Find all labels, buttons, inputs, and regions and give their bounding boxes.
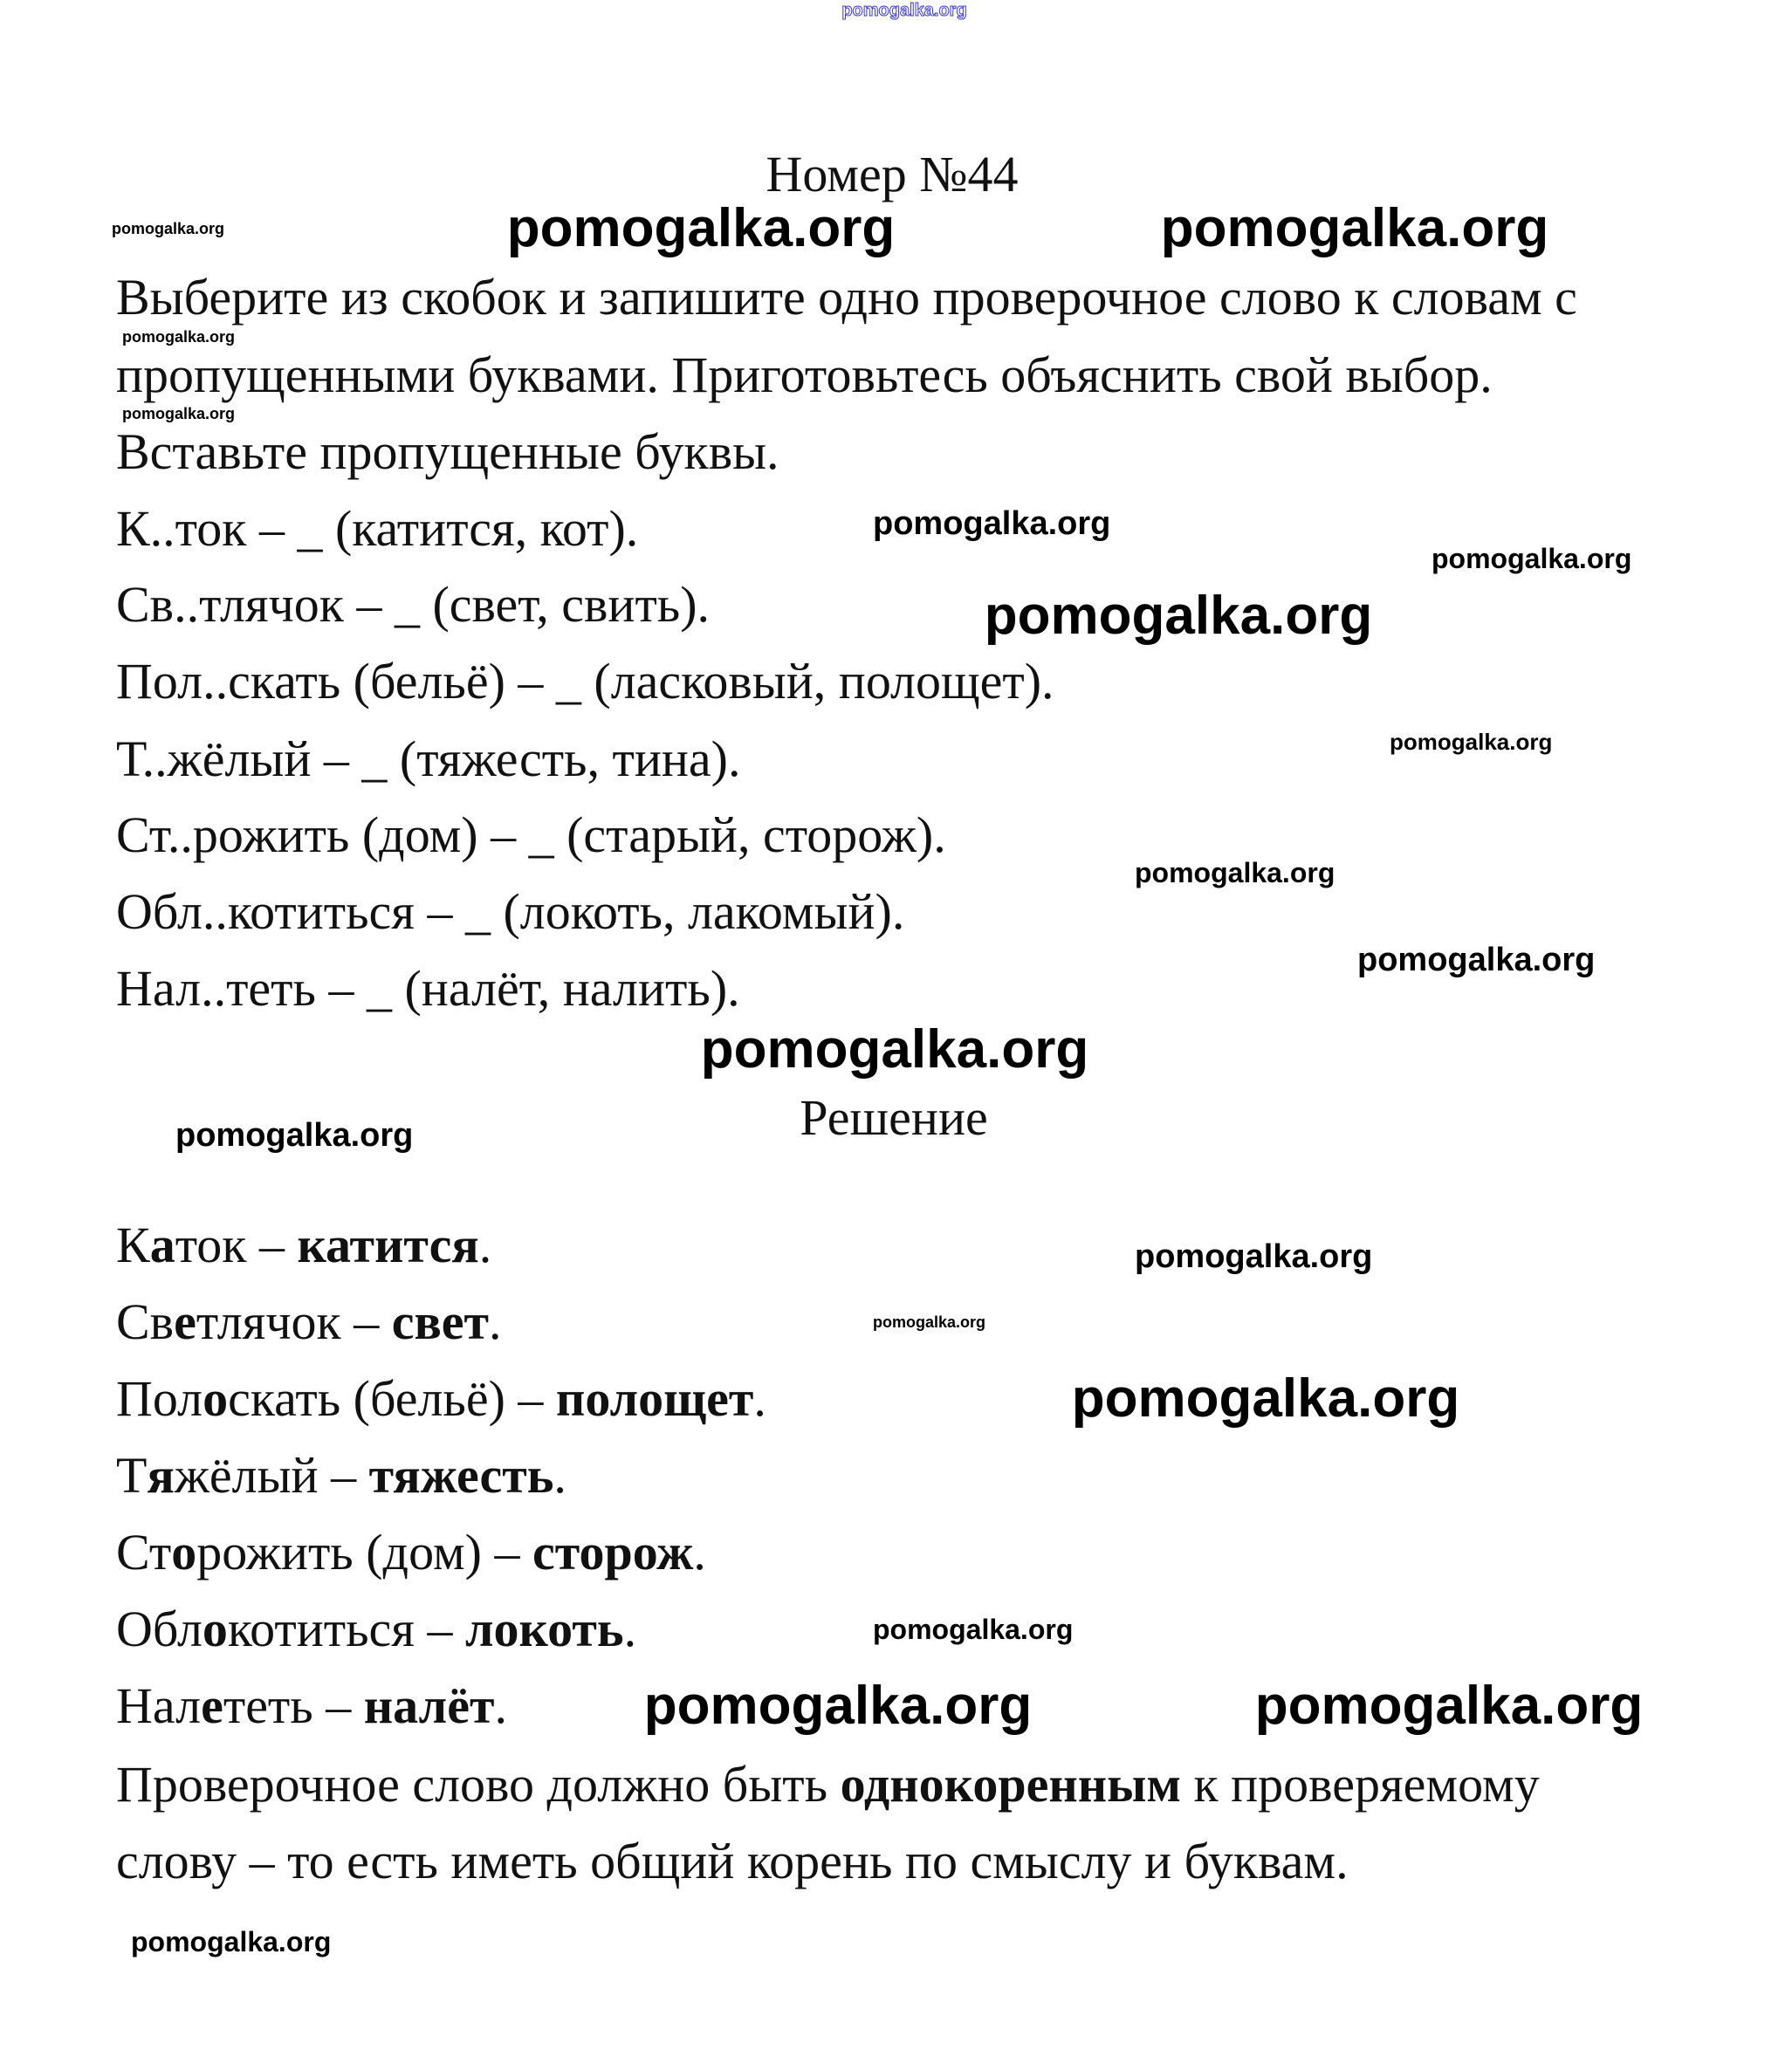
solution-text: . [489,1293,502,1350]
solution-text: теть – [223,1677,364,1734]
solution-answer: катится [297,1217,479,1273]
solution-text: ток – [175,1217,298,1273]
watermark: pomogalka.org [1071,1368,1460,1429]
watermark: pomogalka.org [984,586,1373,646]
solution-answer: полощет [555,1370,754,1427]
conclusion-bold: однокоренным [840,1756,1181,1813]
solution-vowel: а [149,1217,175,1273]
solution-vowel: о [171,1524,197,1580]
watermark: pomogalka.org [873,1313,986,1331]
watermark: pomogalka.org [1160,198,1549,258]
watermark: pomogalka.org [175,1117,414,1154]
solution-text: . [494,1677,507,1734]
watermark: pomogalka.org [700,1019,1089,1080]
watermark: pomogalka.org [506,198,896,258]
watermark: pomogalka.org [643,1676,1033,1736]
solution-text: Обл [116,1601,203,1657]
solution-text: . [478,1217,492,1273]
solution-answer: свет [391,1293,490,1350]
watermark: pomogalka.org [1254,1676,1644,1736]
solution-vowel: е [174,1293,196,1350]
solution-text: . [753,1370,766,1427]
solution-answer: тяжесть [368,1447,554,1504]
watermark: pomogalka.org [122,405,236,422]
solution-text: К [116,1217,150,1273]
watermark: pomogalka.org [122,328,236,346]
task-item: К..ток – _ (катится, кот). [116,500,639,557]
solution-text: Т [116,1447,148,1504]
header-watermark: pomogalka.org [841,1,967,20]
solution-line [116,1601,637,1657]
solution-text: тлячок – [196,1293,392,1350]
task-line: пропущенными буквами. Приготовьтесь объяснить свой выбор. [116,346,1493,403]
solution-answer: сторож [532,1524,694,1580]
page-title: Номер №44 [766,146,1019,202]
watermark: pomogalka.org [1135,1238,1373,1275]
solution-line [116,1677,507,1734]
task-line: Выберите из скобок и запишите одно проверочное слово к словам с [116,269,1577,326]
watermark: pomogalka.org [873,505,1111,542]
solution-title: Решение [800,1089,988,1146]
solution-line [116,1524,706,1580]
solution-text: Св [116,1293,175,1350]
solution-answer: налёт [363,1677,495,1734]
conclusion-line [116,1756,1540,1813]
watermark: pomogalka.org [1135,857,1335,888]
watermark: pomogalka.org [131,1926,332,1957]
task-item: Ст..рожить (дом) – _ (старый, сторож). [116,806,946,863]
solution-line [116,1217,492,1273]
watermark: pomogalka.org [1390,729,1553,755]
conclusion-text: Проверочное слово должно быть [116,1756,841,1813]
watermark: pomogalka.org [873,1614,1074,1645]
solution-line [116,1370,766,1427]
solution-answer: локоть [464,1601,624,1657]
watermark: pomogalka.org [112,220,225,237]
solution-text: . [553,1447,566,1504]
solution-line [116,1447,566,1504]
solution-text: котиться – [227,1601,465,1657]
watermark: pomogalka.org [1432,543,1632,574]
solution-vowel: о [202,1601,228,1657]
solution-vowel: я [147,1447,175,1504]
task-line: Вставьте пропущенные буквы. [116,423,779,480]
solution-text: жёлый – [174,1447,369,1504]
solution-vowel: о [203,1370,229,1427]
conclusion-line: слову – то есть иметь общий корень по смыслу и буквам. [116,1833,1349,1889]
solution-text: . [623,1601,637,1657]
task-item: Св..тлячок – _ (свет, свить). [116,576,711,633]
solution-line [116,1293,502,1350]
solution-vowel: е [201,1677,223,1734]
task-item: Обл..котиться – _ (локоть, лакомый). [116,883,905,940]
task-item: Т..жёлый – _ (тяжесть, тина). [116,730,741,787]
task-item: Пол..скать (бельё) – _ (ласковый, полощет). [116,653,1054,710]
solution-text: Нал [116,1677,202,1734]
task-item: Нал..теть – _ (налёт, налить). [116,960,740,1017]
solution-text: . [693,1524,706,1580]
conclusion-text: к проверяемому [1180,1756,1540,1813]
solution-text: рожить (дом) – [196,1524,532,1580]
solution-text: скать (бельё) – [228,1370,556,1427]
solution-text: Ст [116,1524,172,1580]
watermark: pomogalka.org [1357,942,1596,978]
solution-text: Пол [116,1370,203,1427]
